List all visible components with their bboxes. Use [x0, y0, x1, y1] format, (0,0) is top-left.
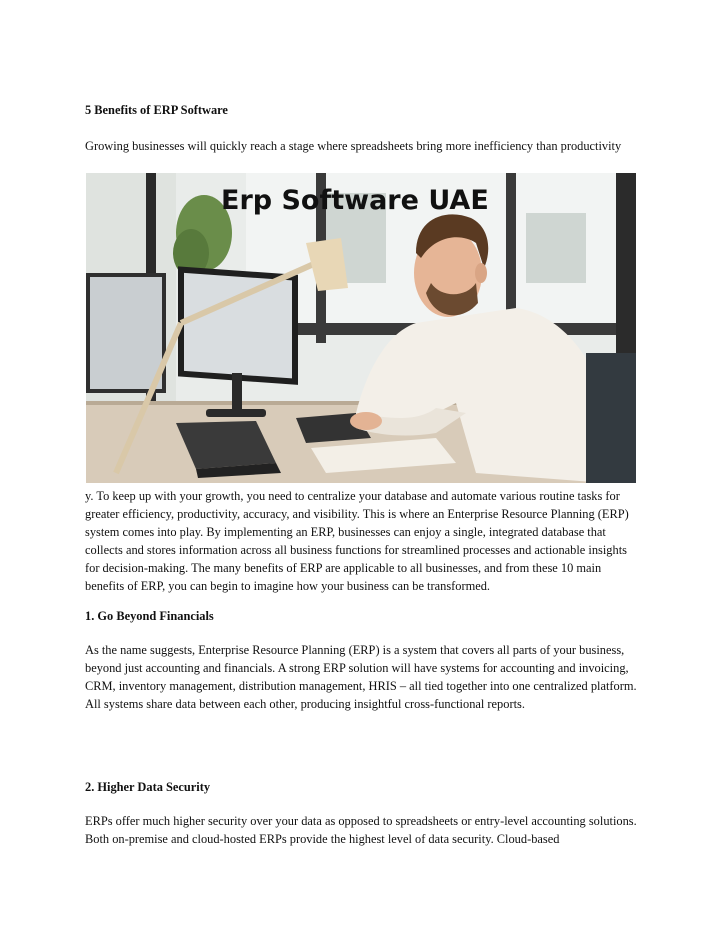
paragraph-after-image: y. To keep up with your growth, you need to centralize your database and automate various routine tasks for greater efficiency, productivity, accuracy, and visibility. This is where an Enterprise Resource Planning (ERP) system comes into play. By implementing an ERP, businesses can enjoy a single, integrated database that collects and stores information across all business functions for streamlined processes and actionable insights for decision-making. The many benefits of ERP are applicable to all businesses, and from these 10 main benefits of ERP, you can begin to imagine how your business can be transformed.	[85, 489, 629, 593]
section-2-body: ERPs offer much higher security over your data as opposed to spreadsheets or entry-level accounting solutions. Both on-premise and cloud-hosted ERPs provide the highest level of data security. Cloud-based	[85, 814, 637, 846]
erp-office-photo	[86, 173, 636, 483]
section-1-heading: 1. Go Beyond Financials	[85, 609, 214, 623]
image-title-text: Erp Software UAE	[221, 185, 489, 216]
section-1-body: As the name suggests, Enterprise Resource Planning (ERP) is a system that covers all parts of your business, beyond just accounting and financials. A strong ERP solution will have systems for accounting and invoicing, CRM, inventory management, distribution management, HRIS – all tied together into one centralized platform. All systems share data between each other, producing insightful cross-functional reports.	[85, 643, 637, 711]
section-2-heading: 2. Higher Data Security	[85, 780, 211, 794]
article-title: 5 Benefits of ERP Software	[85, 103, 228, 117]
intro-paragraph: Growing businesses will quickly reach a stage where spreadsheets bring more inefficiency than productivity	[85, 139, 622, 153]
